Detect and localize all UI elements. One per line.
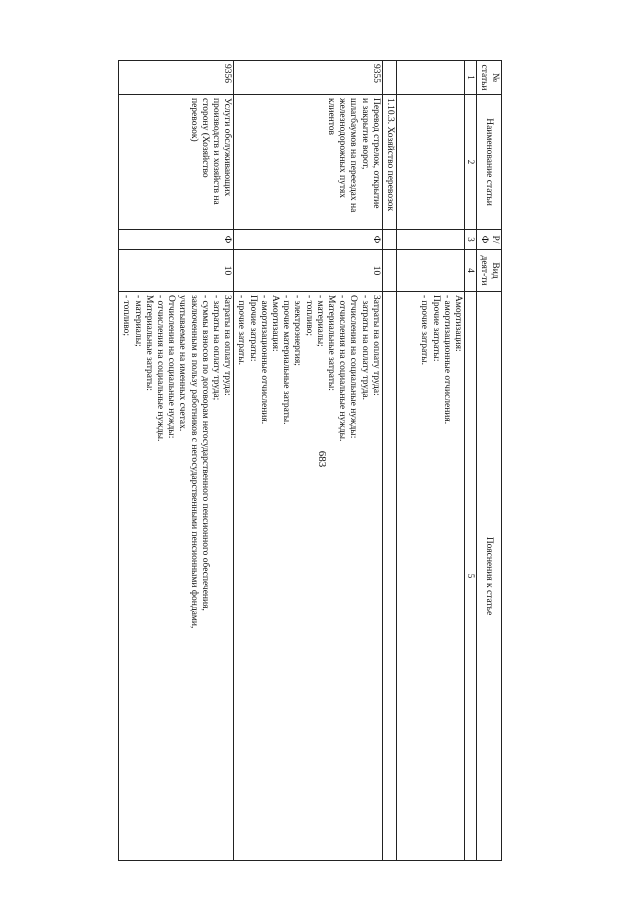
article-number: 9356 xyxy=(119,61,234,95)
explanation-line: - материалы; xyxy=(132,295,143,347)
explanation-line: - прочие затраты. xyxy=(236,295,247,365)
explanation-line: - амортизационные отчисления. xyxy=(258,295,269,425)
article-name-line: производств и хозяйств на xyxy=(210,98,221,205)
explanation-line: - материалы; xyxy=(314,295,325,347)
article-explanation xyxy=(234,292,383,861)
article-name-line: сторону (Хозяйство xyxy=(199,98,210,178)
table-row xyxy=(119,61,234,861)
explanation-line: Прочие затраты: xyxy=(247,295,258,362)
explanation-line: Материальные затраты: xyxy=(325,295,336,391)
explanation-line: Амортизация: xyxy=(269,295,280,352)
explanation-line: - затраты на оплату труда. xyxy=(359,295,370,401)
header-rf: Р/ Ф xyxy=(476,230,501,250)
rotated-table-container xyxy=(92,60,502,860)
column-number: 1 xyxy=(464,61,476,95)
header-activity: Вид деят-ти xyxy=(476,250,501,292)
articles-table xyxy=(118,60,502,861)
article-name xyxy=(119,95,234,230)
explanation-line: - электроэнергия; xyxy=(292,295,303,366)
section-row xyxy=(382,61,396,861)
article-name xyxy=(234,95,383,230)
table-row xyxy=(234,61,383,861)
continuation-explanation xyxy=(396,292,464,861)
explanation-line: Затраты на оплату труда: xyxy=(222,295,233,396)
column-number: 5 xyxy=(464,292,476,861)
column-number-row xyxy=(464,61,476,861)
column-number: 2 xyxy=(464,95,476,230)
explanation-line: Амортизация: xyxy=(452,295,463,352)
explanation-line: заключенным в пользу работников с негосударственными пенсионными фондами, xyxy=(188,295,199,629)
explanation-line: - затраты на оплату труда; xyxy=(210,295,221,401)
activity-value: 10 xyxy=(119,250,234,292)
page-number: 683 xyxy=(316,450,328,468)
explanation-line: - прочие затраты. xyxy=(419,295,430,365)
article-number: 9355 xyxy=(234,61,383,95)
article-name-line: и закрытие ворот, xyxy=(359,98,370,170)
explanation-line: учитываемые на именных счетах. xyxy=(177,295,188,432)
explanation-line: - суммы взносов по договорам негосударственного пенсионного обеспечения, xyxy=(199,295,210,611)
article-name-line: Перевод стрелок, открытие xyxy=(370,98,381,209)
explanation-line: - топливо; xyxy=(121,295,132,337)
explanation-line: - топливо; xyxy=(303,295,314,337)
continuation-row xyxy=(396,61,464,861)
article-name-line: перевозок) xyxy=(188,98,199,142)
column-number: 4 xyxy=(464,250,476,292)
explanation-line: - амортизационные отчисления. xyxy=(441,295,452,425)
article-name-line: железнодорожных путях xyxy=(337,98,348,199)
article-name-line: шлагбаумов на переездах на xyxy=(348,98,359,213)
rf-value: Ф xyxy=(234,230,383,250)
header-row xyxy=(476,61,501,861)
rf-value: Ф xyxy=(119,230,234,250)
explanation-line: - прочие материальные затраты. xyxy=(281,295,292,425)
article-explanation xyxy=(119,292,234,861)
explanation-line: - отчисления на социальные нужды. xyxy=(154,295,165,442)
column-number: 3 xyxy=(464,230,476,250)
article-name-line: клиентов xyxy=(325,98,336,136)
section-title: 1.10.3. Хозяйство перевозок xyxy=(382,95,396,230)
explanation-line: Затраты на оплату труда: xyxy=(370,295,381,396)
explanation-line: Отчисления на социальные нужды: xyxy=(166,295,177,439)
explanation-line: Прочие затраты: xyxy=(430,295,441,362)
explanation-line: Материальные затраты: xyxy=(143,295,154,391)
header-explanation: Пояснения к статье xyxy=(476,292,501,861)
explanation-line: - отчисления на социальные нужды. xyxy=(337,295,348,442)
article-name-line: Услуги обслуживающих xyxy=(222,98,233,197)
header-name: Наименование статьи xyxy=(476,95,501,230)
header-number: № статьи xyxy=(476,61,501,95)
activity-value: 10 xyxy=(234,250,383,292)
explanation-line: Отчисления на социальные нужды: xyxy=(348,295,359,439)
